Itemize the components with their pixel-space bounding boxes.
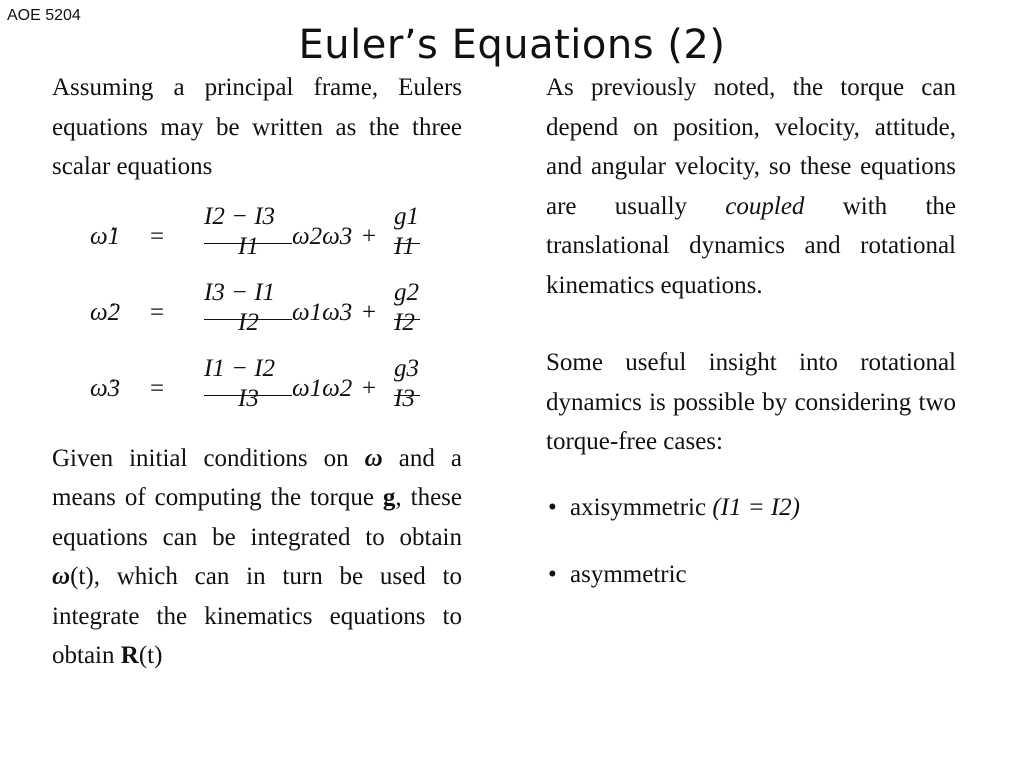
eq3-plus: + [362,374,377,402]
left-column [52,68,462,676]
equation-2 [52,279,462,345]
eq2-omega-product: ω1ω3 [292,298,353,326]
bullet-label: axisymmetric [570,493,707,521]
eq3-equals: = [150,374,165,402]
given-text-1: Given initial conditions on [52,444,349,472]
eq1-torque-numerator: g1 [394,202,419,230]
given-text-3: , these equations can be integrated to obtain [52,484,462,551]
bullet-axisymmetric [546,488,956,528]
eq3-torque-denominator: I3 [394,384,415,412]
eq1-torque-denominator: I1 [394,232,415,260]
bullet-asymmetric [546,555,956,595]
integration-paragraph [52,439,462,676]
given-text-4: (t), which can in turn be used to integrate the kinematics equations to obtain [52,563,462,669]
omega-t-symbol: ω [52,563,71,590]
eq2-lhs: ω̇2 [90,298,121,326]
torque-text-a: As previously noted, the torque can depend on position, velocity, attitude, and angular velocity, so these equations are usually [546,74,956,220]
eq3-denominator: I3 [238,384,259,412]
eq1-plus: + [362,222,377,250]
equation-1 [52,203,462,269]
attitude-symbol: R [120,642,139,669]
insight-paragraph: Some useful insight into rotational dynamics is possible by considering two torque-free cases: [546,349,956,455]
eq1-omega-product: ω2ω3 [292,222,353,250]
slide-title: Euler’s Equations (2) [298,22,726,68]
coupled-word: coupled [725,192,805,220]
equation-3 [52,355,462,421]
omega-symbol: ω [364,444,383,472]
bullet-math: (I1 = I2) [712,493,800,521]
eq3-lhs: ω̇3 [90,374,121,402]
eq2-equals: = [150,298,165,326]
intro-paragraph: Assuming a principal frame, Eulers equations may be written as the three scalar equations [52,74,462,180]
eq2-denominator: I2 [238,308,259,336]
given-text-5: (t) [138,642,163,669]
eq3-numerator: I1 − I2 [204,354,276,382]
torque-text-b: with the translational dynamics and rotational kinematics equations. [546,192,956,299]
eq1-denominator: I1 [238,232,259,260]
euler-equations [52,193,462,425]
given-text-2: and a means of computing the torque [52,444,463,511]
eq1-lhs: ω̇1 [90,222,121,250]
eq2-torque-denominator: I2 [394,308,415,336]
bullet-label: asymmetric [570,561,687,588]
right-column [546,68,956,595]
course-code: AOE 5204 [7,7,81,24]
torque-symbol: g [382,484,396,511]
torque-paragraph [546,68,956,305]
eq1-equals: = [150,222,165,250]
eq3-omega-product: ω1ω2 [292,374,353,402]
eq3-torque-numerator: g3 [394,354,419,382]
eq2-numerator: I3 − I1 [204,278,276,306]
eq2-plus: + [362,298,377,326]
eq1-numerator: I2 − I3 [204,202,276,230]
bullet-dot: • [548,493,557,521]
eq2-torque-numerator: g2 [394,278,419,306]
bullet-dot: • [548,561,557,588]
